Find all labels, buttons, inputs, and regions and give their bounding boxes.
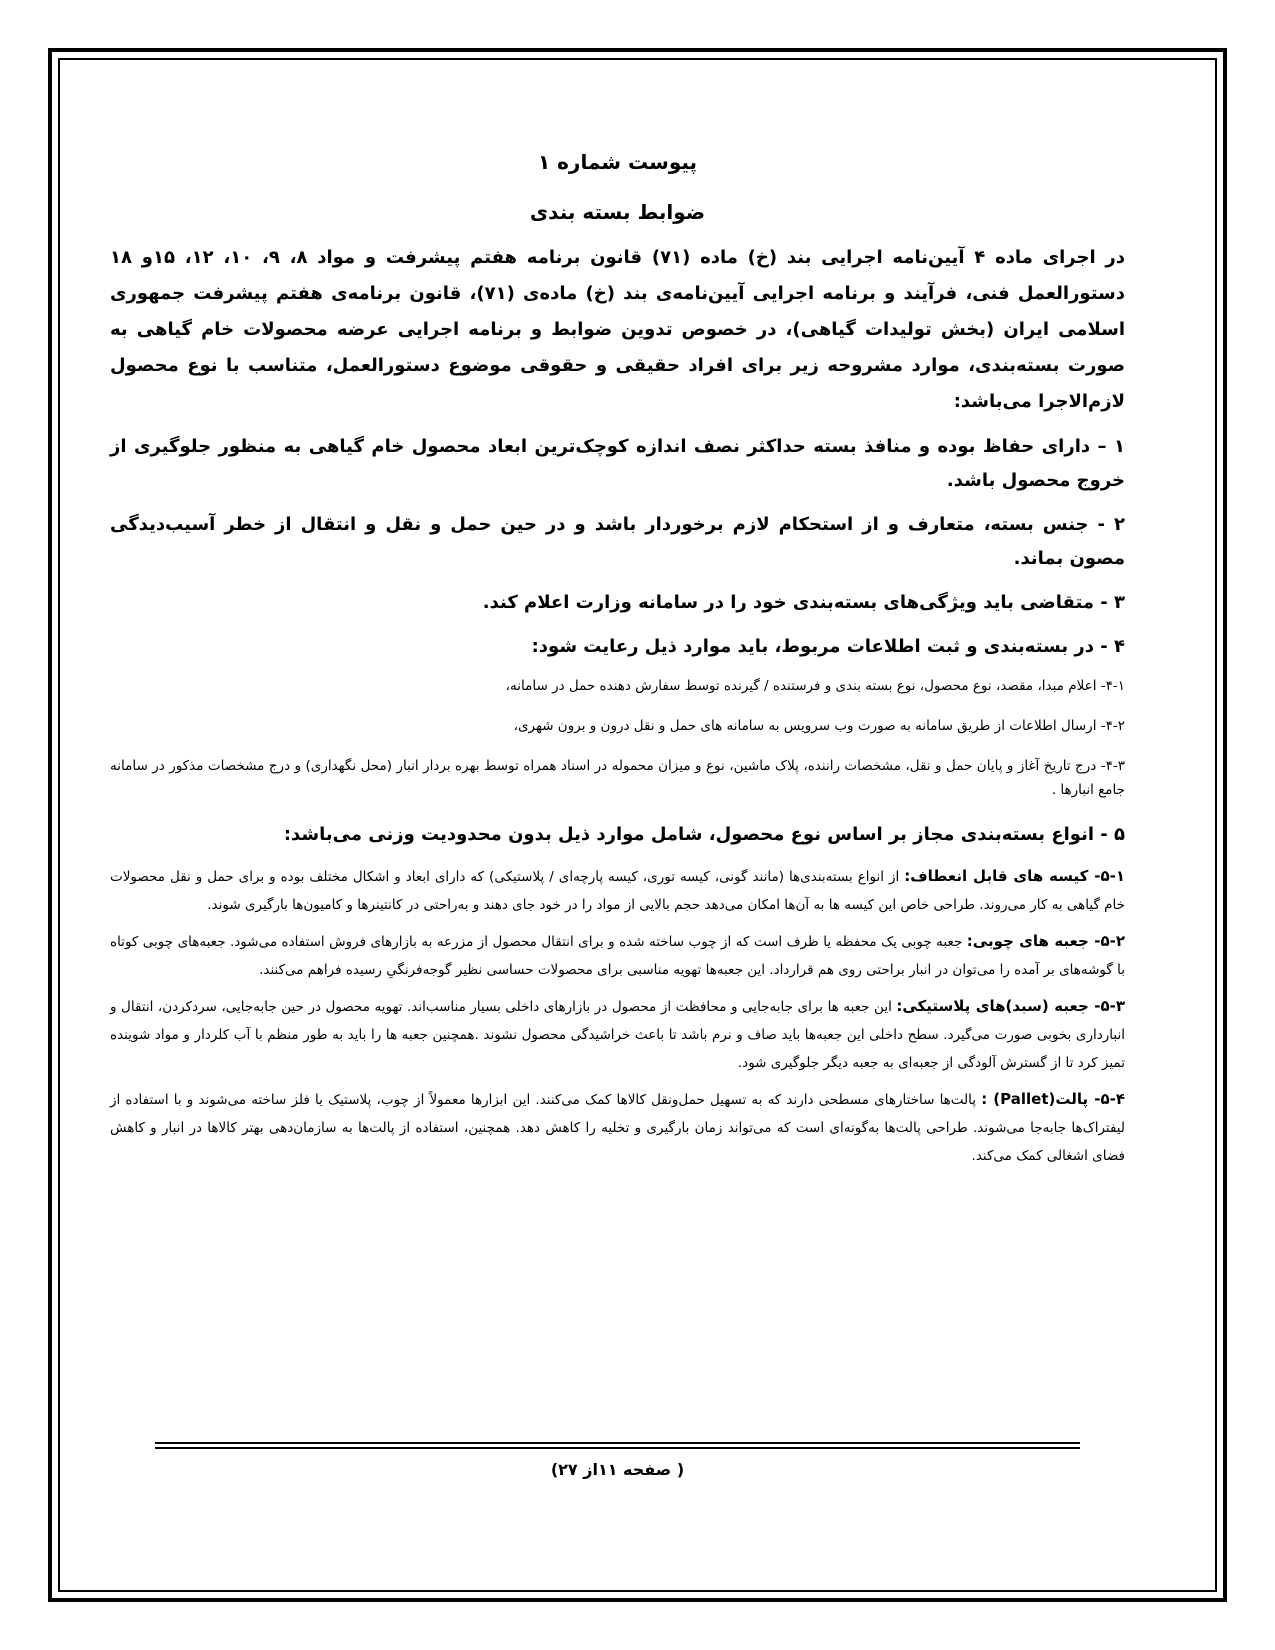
- document-body: [110, 150, 1125, 1178]
- clause-5-2: [110, 927, 1125, 984]
- clause-4-2: ۴-۲- ارسال اطلاعات از طریق سامانه به صورت وب سرویس به سامانه های حمل و نقل درون و برون شهری،: [513, 718, 1125, 734]
- clause-4-1: ۴-۱- اعلام مبدا، مقصد، نوع محصول، نوع بسته بندی و فرستنده / گیرنده توسط سفارش دهنده حمل در سامانه،: [505, 678, 1125, 694]
- clause-5-4: [110, 1085, 1125, 1170]
- clause-5-3-text: این جعبه ها برای جابه‌جایی و محافظت از محصول در بازارهای داخلی بسیار مناسب‌اند. تهویه محصول در حین جابه‌جایی، سردکردن، انتقال و انبارداری بخوبی صورت می‌گیرد. سطح داخلی این جعبه‌ها باید صاف و نرم باشد تا باعث خراشیدگی محصول نشوند .همچنین جعبه ها را باید به طور منظم با آب کلردار و مواد شوینده تمیز کرد تا از گسترش آلودگی از جعبه‌ای به جعبه دیگر جلوگیری شود.: [110, 999, 1125, 1071]
- intro-paragraph: در اجرای ماده ۴ آیین‌نامه اجرایی بند (خ) ماده (۷۱) قانون برنامه هفتم پیشرفت و مواد ۸، ۹، ۱۰، ۱۲، ۱۵و ۱۸ دستورالعمل فنی، فرآیند و برنامه اجرایی آیین‌نامه‌ی بند (خ) ماده‌ی (۷۱)، قانون برنامه‌ی هفتم پیشرفت جمهوری اسلامی ایران (بخش تولیدات گیاهی)، در خصوص تدوین ضوابط و برنامه اجرایی عرضه محصولات خام گیاهی به صورت بسته‌بندی، موارد مشروحه زیر برای افراد حقیقی و حقوقی موضوع دستورالعمل، متناسب با نوع محصول لازم‌الاجرا می‌باشد:: [110, 247, 1126, 412]
- clause-3: ۳ - متقاضی باید ویژگی‌های بسته‌بندی خود را در سامانه وزارت اعلام کند.: [482, 592, 1125, 613]
- section-title: ضوابط بسته بندی: [529, 200, 706, 224]
- footer-rule-bottom: [155, 1447, 1080, 1449]
- clause-5-2-text: جعبه چوبی یک محفظه یا ظرف است که از چوب ساخته شده و برای انتقال محصول از مزرعه به بازارهای فروش استفاده می‌شود. جعبه‌های چوبی کوتاه با گوشه‌های بر آمده را می‌توان در انبار براحتی روی هم قرارداد. این جعبه‌ها تهویه مناسبی برای محصولات حساسی نظیر گوجه‌فرنگیِ رسیده فراهم می‌کنند.: [110, 934, 1125, 978]
- clause-5-3: [110, 992, 1125, 1077]
- clause-5-1: [110, 862, 1125, 919]
- clause-5: ۵ - انواع بسته‌بندی مجاز بر اساس نوع محصول، شامل موارد ذیل بدون محدودیت وزنی می‌باشد:: [283, 824, 1125, 845]
- footer-rule-top: [155, 1442, 1080, 1444]
- clause-5-1-text: از انواع بسته‌بندی‌ها (مانند گونی، کیسه توری، کیسه پارچه‌ای / پلاستیکی) که دارای ابعاد و اشکال مختلف بوده و برای حمل و نقل محصولات خام گیاهی به کار می‌روند. طراحی خاص این کیسه ها به آن‌ها امکان می‌دهد حجم بالایی از مواد را در خود جای دهند و به‌راحتی در کانتینرها و کامیون‌ها بارگیری شوند.: [110, 869, 1125, 913]
- clause-5-3-heading: ۵-۳- جعبه (سبد)های پلاستیکی:: [896, 997, 1125, 1015]
- clause-5-1-heading: ۵-۱- کیسه های قابل انعطاف:: [904, 867, 1125, 885]
- clause-5-4-text: پالت‌ها ساختارهای مسطحی دارند که به تسهیل حمل‌ونقل کالاها کمک می‌کنند. این ابزارها معمولاً از چوب، پلاستیک یا فلز ساخته می‌شوند و با استفاده از لیفتراک‌ها جابه‌جا می‌شوند. طراحی پالت‌ها به‌گونه‌ای است که می‌تواند زمان بارگیری و تخلیه را کاهش دهد. همچنین، استفاده از پالت‌ها به سازمان‌دهی بهتر کالاها در انبار و کاهش فضای اشغالی کمک می‌کند.: [110, 1092, 1125, 1164]
- clause-5-2-heading: ۵-۲- جعبه های چوبی:: [966, 932, 1125, 950]
- clause-2: ۲ - جنس بسته، متعارف و از استحکام لازم برخوردار باشد و در حین حمل و نقل و انتقال از خطر آسیب‌دیدگی مصون بماند.: [110, 514, 1125, 569]
- page-number: ( صفحه ۱۱از ۲۷): [550, 1460, 685, 1479]
- clause-4-3: ۴-۳- درج تاریخ آغاز و پایان حمل و نقل، مشخصات راننده، پلاک ماشین، نوع و میزان محموله در اسناد همراه توسط بهره بردار انبار (محل نگهداری) و درج مشخصات مذکور در سامانه جامع انبارها .: [110, 758, 1125, 798]
- clause-5-4-heading: ۵-۴- پالت(Pallet) :: [981, 1090, 1125, 1108]
- annex-title: پیوست شماره ۱: [537, 150, 698, 174]
- clause-4: ۴ - در بسته‌بندی و ثبت اطلاعات مربوط، باید موارد ذیل رعایت شود:: [531, 636, 1125, 657]
- clause-1: ۱ – دارای حفاظ بوده و منافذ بسته حداکثر نصف اندازه کوچک‌ترین ابعاد محصول خام گیاهی به منظور جلوگیری از خروج محصول باشد.: [110, 436, 1125, 491]
